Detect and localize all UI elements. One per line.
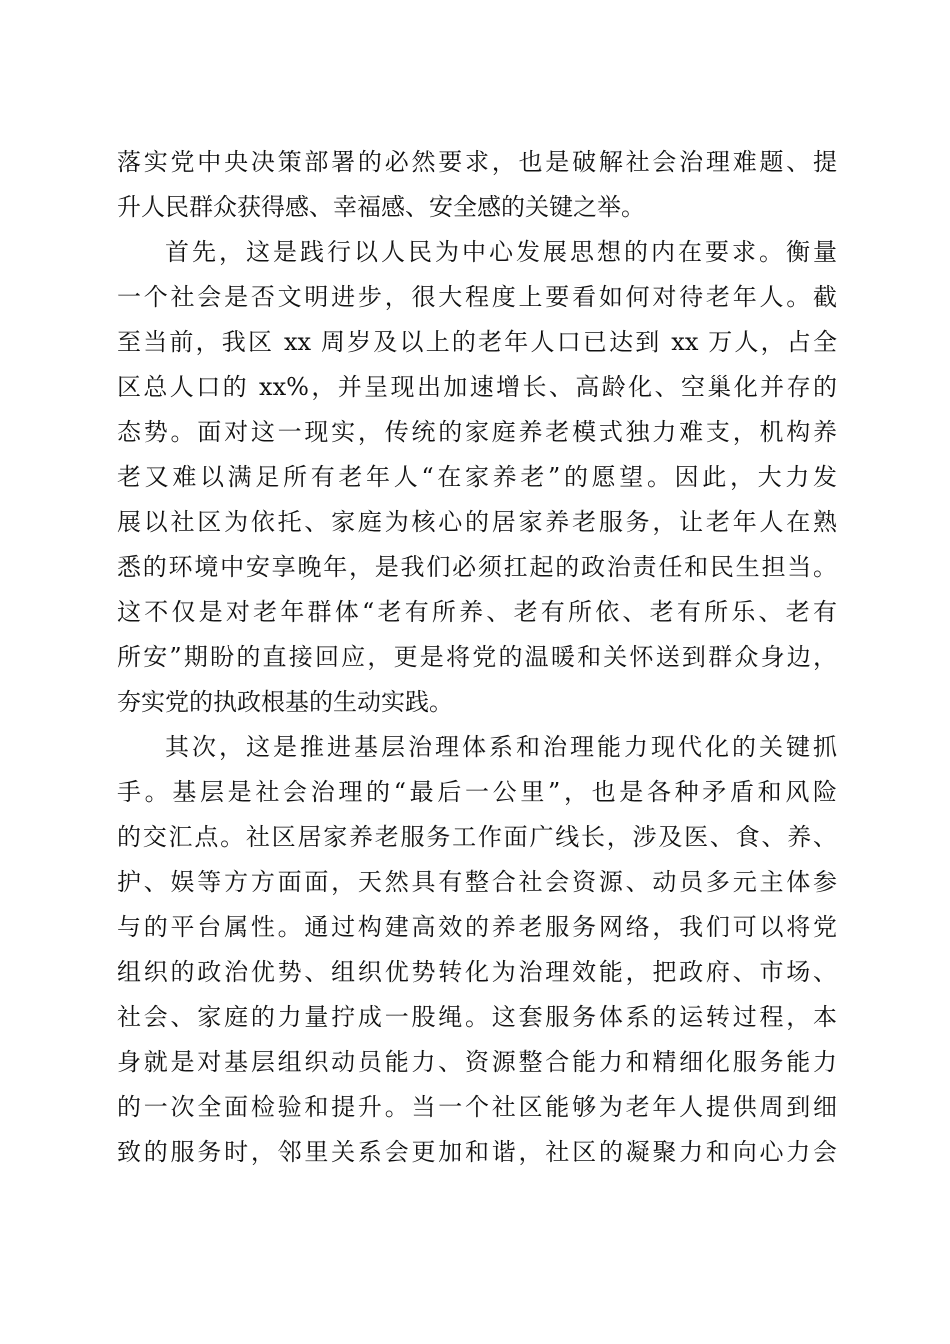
text-line: 所安”期盼的直接回应，更是将党的温暖和关怀送到群众身边，	[117, 643, 837, 671]
text-line: 至当前，我区 xx 周岁及以上的老年人口已达到 xx 万人，占全	[117, 328, 837, 356]
text-line: 手。基层是社会治理的“最后一公里”，也是各种矛盾和风险	[117, 778, 837, 806]
text-line: 社会、家庭的力量拧成一股绳。这套服务体系的运转过程，本	[117, 1003, 837, 1031]
text-line: 的一次全面检验和提升。当一个社区能够为老年人提供周到细	[117, 1093, 837, 1121]
text-line: 致的服务时，邻里关系会更加和谐，社区的凝聚力和向心力会	[117, 1138, 837, 1166]
text-line: 落实党中央决策部署的必然要求，也是破解社会治理难题、提	[117, 148, 837, 176]
text-line: 护、娱等方方面面，天然具有整合社会资源、动员多元主体参	[117, 868, 837, 896]
text-line: 身就是对基层组织动员能力、资源整合能力和精细化服务能力	[117, 1048, 837, 1076]
paragraph-second-point	[117, 725, 837, 1175]
document-body	[117, 140, 837, 1175]
text-line: 态势。面对这一现实，传统的家庭养老模式独力难支，机构养	[117, 418, 837, 446]
text-line: 一个社会是否文明进步，很大程度上要看如何对待老年人。截	[117, 283, 837, 311]
text-line: 的交汇点。社区居家养老服务工作面广线长，涉及医、食、养、	[117, 823, 837, 851]
text-line: 老又难以满足所有老年人“在家养老”的愿望。因此，大力发	[117, 463, 837, 491]
text-line: 区总人口的 xx%，并呈现出加速增长、高龄化、空巢化并存的	[117, 373, 837, 401]
text-line: 悉的环境中安享晚年，是我们必须扛起的政治责任和民生担当。	[117, 553, 837, 581]
text-line: 与的平台属性。通过构建高效的养老服务网络，我们可以将党	[117, 913, 837, 941]
text-line: 这不仅是对老年群体“老有所养、老有所依、老有所乐、老有	[117, 598, 837, 626]
text-line: 升人民群众获得感、幸福感、安全感的关键之举。	[117, 193, 645, 221]
text-line: 展以社区为依托、家庭为核心的居家养老服务，让老年人在熟	[117, 508, 837, 536]
text-line: 夯实党的执政根基的生动实践。	[117, 688, 453, 716]
text-line: 组织的政治优势、组织优势转化为治理效能，把政府、市场、	[117, 958, 837, 986]
paragraph-intro-continuation	[117, 140, 837, 230]
text-line: 其次，这是推进基层治理体系和治理能力现代化的关键抓	[165, 733, 837, 761]
text-line: 首先，这是践行以人民为中心发展思想的内在要求。衡量	[165, 238, 837, 266]
paragraph-first-point	[117, 230, 837, 725]
